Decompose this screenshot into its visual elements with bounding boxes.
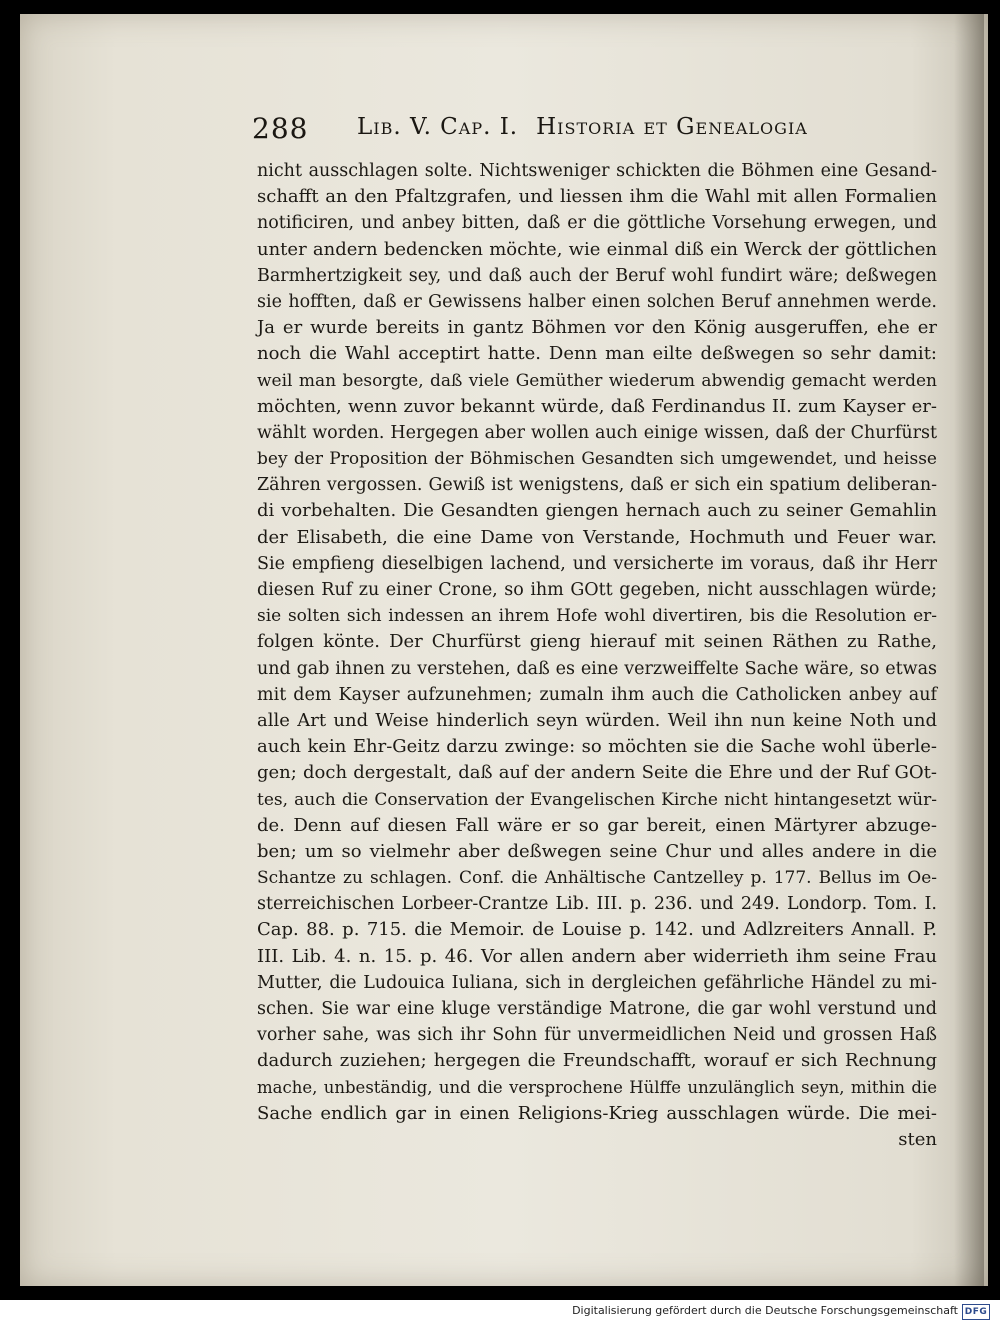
text-line: Cap. 88. p. 715. die Memoir. de Louise p. 142. und Adlzreiters Annall. P. — [257, 919, 937, 941]
text-line: sterreichischen Lorbeer-Crantze Lib. III. p. 236. und 249. Londorp. Tom. I. — [257, 894, 937, 915]
text-line: weil man besorgte, daß viele Gemüther wiederum abwendig gemacht werden — [257, 370, 937, 391]
text-line: möchten, wenn zuvor bekannt würde, daß Ferdinandus II. zum Kayser er- — [257, 395, 937, 417]
text-line: diesen Ruf zu einer Crone, so ihm GOtt gegeben, nicht ausschlagen würde; — [257, 580, 937, 600]
text-line: ben; um so vielmehr aber deßwegen seine Chur und alles andere in die — [257, 840, 937, 862]
text-line: mache, unbeständig, und die versprochene Hülffe unzulänglich seyn, mithin die — [257, 1077, 937, 1097]
text-line: Schantze zu schlagen. Conf. die Anhältische Cantzelley p. 177. Bellus im Oe- — [257, 868, 937, 889]
text-line: Ja er wurde bereits in gantz Böhmen vor den König ausgeruffen, ehe er — [257, 317, 937, 339]
text-line: de. Denn auf diesen Fall wäre er so gar bereit, einen Märtyrer abzuge- — [257, 814, 937, 836]
running-head-title: Historia et Genealogia — [536, 114, 808, 140]
text-line: alle Art und Weise hinderlich seyn würden. Weil ihn nun keine Noth und — [257, 709, 937, 731]
text-line: notificiren, und anbey bitten, daß er die göttliche Vorsehung erwegen, und — [257, 213, 937, 234]
text-line: noch die Wahl acceptirt hatte. Denn man eilte deßwegen so sehr damit: — [257, 343, 937, 365]
footer-credit-text: Digitalisierung gefördert durch die Deutsche Forschungsgemeinschaft — [572, 1304, 958, 1317]
text-line: unter andern bedencken möchte, wie einmal diß ein Werck der göttlichen — [257, 238, 937, 260]
text-line: auch kein Ehr-Geitz darzu zwinge: so möchten sie die Sache wohl überle- — [257, 736, 937, 758]
text-line: Mutter, die Ludouica Iuliana, sich in dergleichen gefährliche Händel zu mi- — [257, 972, 937, 993]
text-line: folgen könte. Der Churfürst gieng hierauf mit seinen Räthen zu Rathe, — [257, 631, 937, 653]
text-line: schafft an den Pfaltzgrafen, und liessen ihm die Wahl mit allen Formalien — [257, 186, 937, 208]
running-head-chapter: Lib. V. Cap. I. — [357, 114, 519, 140]
running-head — [357, 114, 808, 140]
text-line: sie hofften, daß er Gewissens halber einen solchen Beruf annehmen werde. — [257, 291, 937, 312]
page-number: 288 — [252, 112, 309, 145]
digitization-footer — [0, 1300, 1000, 1323]
text-line: nicht ausschlagen solte. Nichtsweniger schickten die Böhmen eine Gesand- — [257, 161, 937, 181]
text-line: bey der Proposition der Böhmischen Gesandten sich umgewendet, und heisse — [257, 449, 937, 470]
dfg-logo-icon: DFG — [962, 1304, 990, 1320]
text-line: vorher sahe, was sich ihr Sohn für unvermeidlichen Neid und grossen Haß — [257, 1025, 937, 1046]
catchword: sten — [898, 1128, 937, 1150]
text-line: Sache endlich gar in einen Religions-Krieg ausschlagen würde. Die mei- — [257, 1102, 937, 1124]
text-line: Sie empfieng dieselbigen lachend, und versicherte im voraus, daß ihr Herr — [257, 553, 937, 574]
text-line: dadurch zuziehen; hergegen die Freundschafft, worauf er sich Rechnung — [257, 1050, 937, 1072]
text-line: gen; doch dergestalt, daß auf der andern Seite die Ehre und der Ruf GOt- — [257, 762, 937, 784]
text-line: und gab ihnen zu verstehen, daß es eine verzweiffelte Sache wäre, so etwas — [257, 658, 937, 679]
text-line: der Elisabeth, die eine Dame von Verstande, Hochmuth und Feuer war. — [257, 526, 937, 548]
text-line: mit dem Kayser aufzunehmen; zumaln ihm auch die Catholicken anbey auf — [257, 684, 937, 705]
text-line: schen. Sie war eine kluge verständige Matrone, die gar wohl verstund und — [257, 999, 937, 1019]
text-line: Zähren vergossen. Gewiß ist wenigstens, daß er sich ein spatium deliberan- — [257, 475, 937, 496]
page-body-text — [257, 158, 937, 1153]
page-header — [252, 108, 827, 148]
text-line: Barmhertzigkeit sey, und daß auch der Beruf wohl fundirt wäre; deßwegen — [257, 265, 937, 286]
text-line: tes, auch die Conservation der Evangelischen Kirche nicht hintangesetzt wür- — [257, 789, 937, 810]
text-line: sie solten sich indessen an ihrem Hofe wohl divertiren, bis die Resolution er- — [257, 606, 937, 627]
text-line: III. Lib. 4. n. 15. p. 46. Vor allen andern aber widerrieth ihm seine Frau — [257, 945, 937, 967]
text-line: wählt worden. Hergegen aber wollen auch einige wissen, daß der Churfürst — [257, 422, 937, 443]
text-line: di vorbehalten. Die Gesandten giengen hernach auch zu seiner Gemahlin — [257, 500, 937, 522]
